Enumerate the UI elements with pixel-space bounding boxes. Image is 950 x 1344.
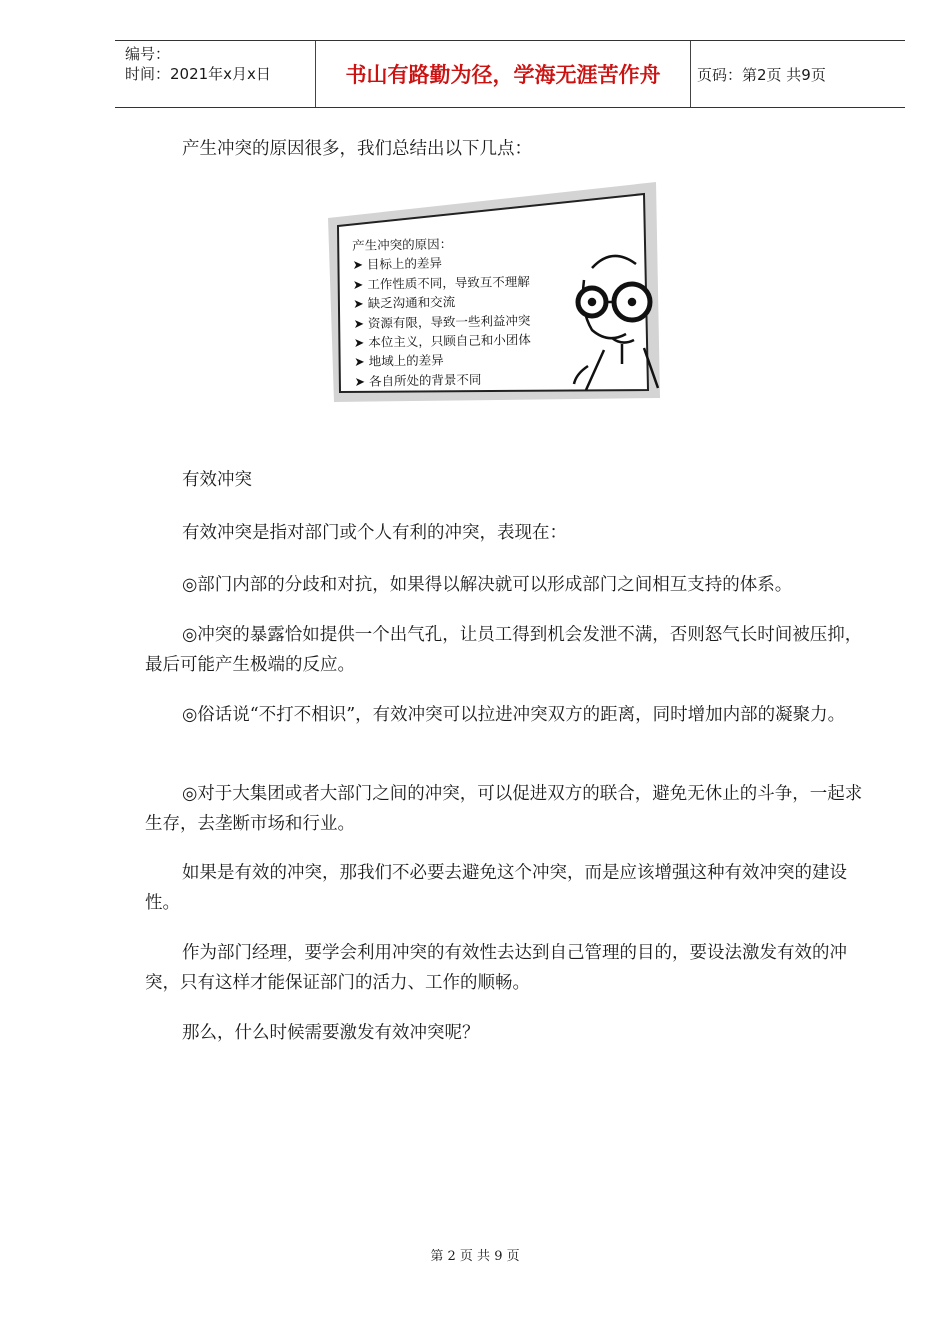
closing-question: 那么，什么时候需要激发有效冲突呢？ — [182, 1023, 480, 1043]
intro-text: 产生冲突的原因很多，我们总结出以下几点： — [182, 139, 532, 159]
figure-item: ➤ 缺乏沟通和交流 — [353, 294, 456, 312]
body-paragraph: 作为部门经理，要学会利用冲突的有效性去达到自己管理的目的，要设法激发有效的冲突，只有这样才能保证部门的活力、工作的顺畅。 — [145, 943, 847, 993]
page-footer: 第 2 页 共 9 页 — [430, 1249, 520, 1264]
figure-item: ➤ 地域上的差异 — [354, 352, 444, 370]
section-title: 有效冲突 — [182, 470, 252, 490]
bullet-paragraph: ◎俗话说“不打不相识”，有效冲突可以拉进冲突双方的距离，同时增加内部的凝聚力。 — [182, 705, 846, 725]
document-time-label: 时间：2021年x月x日 — [125, 65, 271, 83]
header-motto: 书山有路勤为径，学海无涯苦作舟 — [315, 41, 691, 107]
header-page-label: 页码：第2页 共9页 — [697, 65, 826, 84]
header-meta — [115, 41, 315, 107]
conflict-causes-figure — [326, 180, 666, 406]
bullet-paragraph: ◎对于大集团或者大部门之间的冲突，可以促进双方的联合，避免无休止的斗争，一起求生存，去垄断市场和行业。 — [145, 784, 863, 834]
figure-item: ➤ 工作性质不同，导致互不理解 — [352, 273, 530, 292]
figure-item: ➤ 目标上的差异 — [352, 255, 443, 273]
bullet-paragraph: ◎冲突的暴露恰如提供一个出气孔，让员工得到机会发泄不满，否则怒气长时间被压抑，最后可能产生极端的反应。 — [145, 625, 863, 675]
figure-item: ➤ 资源有限，导致一些利益冲突 — [353, 312, 531, 331]
figure-item: ➤ 本位主义，只顾自己和小团体 — [353, 331, 531, 351]
page-header — [115, 40, 905, 108]
section-intro: 有效冲突是指对部门或个人有利的冲突，表现在： — [182, 523, 567, 543]
body-paragraph: 如果是有效的冲突，那我们不必要去避免这个冲突，而是应该增强这种有效冲突的建设性。 — [145, 863, 847, 913]
bullet-paragraph: ◎部门内部的分歧和对抗，如果得以解决就可以形成部门之间相互支持的体系。 — [182, 575, 793, 595]
figure-title: 产生冲突的原因： — [352, 236, 453, 253]
figure-item: ➤ 各自所处的背景不同 — [354, 371, 482, 389]
document-number-label: 编号： — [125, 45, 171, 63]
